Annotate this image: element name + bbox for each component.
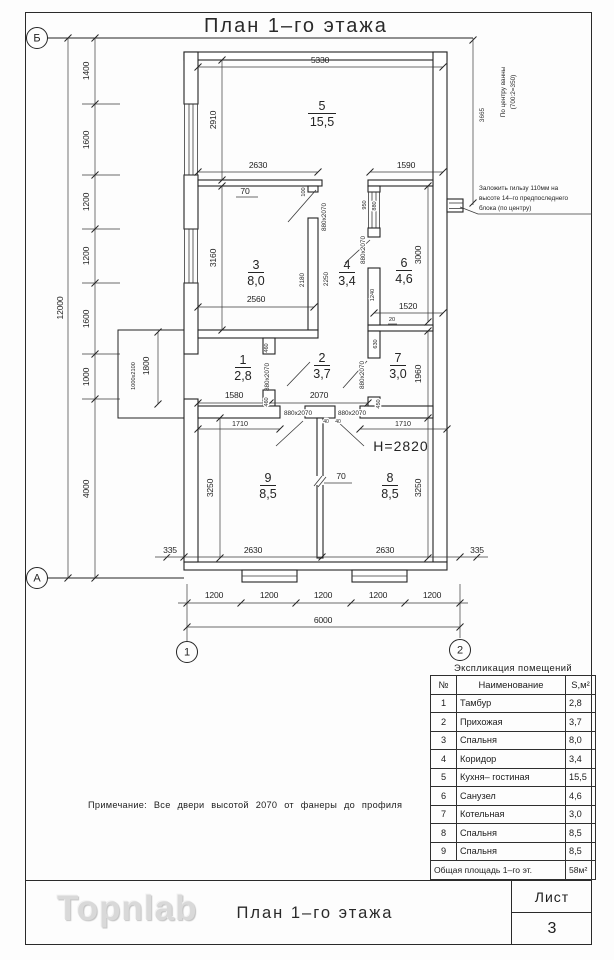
wall-room6-room7 bbox=[368, 325, 433, 331]
sheet-label: Лист bbox=[512, 881, 592, 913]
svg-text:7: 7 bbox=[394, 351, 402, 365]
table-row: 5 Кухня– гостиная 15,5 bbox=[431, 768, 596, 787]
pipe-sleeve bbox=[447, 199, 463, 212]
dim-1200-5: 1200 bbox=[422, 590, 442, 600]
room-schedule bbox=[430, 662, 596, 880]
dim-1200-3: 1200 bbox=[313, 590, 333, 600]
watermark-logo: Topnlab bbox=[57, 889, 198, 928]
svg-text:3,7: 3,7 bbox=[313, 367, 331, 381]
room-label-9 bbox=[259, 471, 276, 501]
dim-1960: 1960 bbox=[413, 364, 423, 384]
svg-text:4: 4 bbox=[343, 258, 351, 272]
wall-room5-bottom-left bbox=[198, 180, 322, 186]
axis-label-b: Б bbox=[33, 32, 41, 45]
page-title: План 1–го этажа bbox=[204, 15, 388, 37]
sleeve-note-line2: высоте 14–го предпоследнего bbox=[479, 195, 569, 202]
entry-door-size: 1000х2100 bbox=[131, 362, 137, 390]
dim-seg-1600: 1600 bbox=[81, 130, 91, 150]
room-label-1 bbox=[234, 353, 251, 383]
dim-2630-top: 2630 bbox=[248, 160, 268, 170]
wall-exterior-left bbox=[184, 52, 198, 104]
dim-950: 950 bbox=[362, 200, 368, 210]
title-block bbox=[25, 880, 592, 945]
dim-335-right: 335 bbox=[470, 545, 484, 555]
total-area-label: Общая площадь 1–го эт. bbox=[431, 861, 566, 880]
room-label-2 bbox=[313, 351, 330, 381]
axis-label-1: 1 bbox=[183, 646, 191, 659]
sheet-number: 3 bbox=[547, 919, 557, 937]
dim-1590: 1590 bbox=[396, 160, 416, 170]
dim-880: 880 bbox=[372, 201, 378, 211]
right-annotation bbox=[460, 38, 592, 214]
dim-3250-left: 3250 bbox=[205, 478, 215, 498]
svg-text:9: 9 bbox=[264, 471, 272, 485]
dim-1710-left: 1710 bbox=[232, 419, 248, 428]
table-footer-row bbox=[431, 861, 596, 880]
svg-text:3,0: 3,0 bbox=[389, 367, 407, 381]
sleeve-note-line3: блока (по центру) bbox=[479, 205, 532, 212]
dim-6000: 6000 bbox=[313, 615, 333, 625]
svg-text:6: 6 bbox=[400, 256, 408, 270]
table-row: 8 Спальня 8,5 bbox=[431, 824, 596, 843]
dim-100: 100 bbox=[301, 187, 307, 197]
table-row: 7 Котельная 3,0 bbox=[431, 805, 596, 824]
dim-1710-right: 1710 bbox=[395, 419, 411, 428]
axis-label-a: А bbox=[33, 572, 41, 585]
dim-seg-1000: 1000 bbox=[81, 367, 91, 387]
dim-5330: 5330 bbox=[310, 55, 330, 65]
col-header-num: № bbox=[431, 676, 457, 695]
table-caption: Экспликация помещений bbox=[453, 662, 573, 673]
dim-335-left: 335 bbox=[163, 545, 177, 555]
table-row: 4 Коридор 3,4 bbox=[431, 750, 596, 769]
building-walls bbox=[118, 52, 463, 582]
wall-hall-left bbox=[198, 406, 280, 418]
dim-70-top: 70 bbox=[240, 186, 250, 196]
dim-460-top: 460 bbox=[264, 343, 270, 353]
window-room8 bbox=[352, 570, 407, 582]
sheet-box bbox=[511, 881, 592, 945]
dim-2630-br: 2630 bbox=[375, 545, 395, 555]
left-dimension-chain bbox=[55, 35, 120, 582]
wall-room3-bottom bbox=[198, 330, 318, 338]
svg-text:8: 8 bbox=[386, 471, 394, 485]
col-header-area: S,м² bbox=[566, 676, 596, 695]
dim-450: 450 bbox=[376, 399, 382, 409]
door-size-room8: 880х2070 bbox=[337, 410, 367, 417]
wall-room5-bottom-right bbox=[368, 180, 433, 186]
table-header-row bbox=[431, 676, 596, 695]
svg-text:8,5: 8,5 bbox=[381, 487, 399, 501]
dimension-ticks bbox=[65, 35, 99, 582]
door-size-room7: 880х2070 bbox=[359, 360, 366, 390]
dim-3665: 3665 bbox=[479, 107, 486, 123]
table-row: 6 Санузел 4,6 bbox=[431, 787, 596, 806]
svg-text:15,5: 15,5 bbox=[309, 115, 335, 129]
window-room5 bbox=[184, 104, 198, 175]
dim-1800: 1800 bbox=[141, 356, 151, 376]
dim-2250: 2250 bbox=[323, 271, 330, 287]
dim-1240: 1240 bbox=[370, 288, 376, 302]
room-label-4 bbox=[338, 258, 355, 288]
axis-label-2: 2 bbox=[456, 644, 464, 657]
dim-3000: 3000 bbox=[413, 245, 423, 265]
svg-text:2: 2 bbox=[318, 351, 326, 365]
room-label-6 bbox=[395, 256, 412, 286]
dim-3160: 3160 bbox=[208, 248, 218, 268]
room-label-3 bbox=[247, 258, 264, 288]
dim-2910: 2910 bbox=[208, 110, 218, 130]
dim-40a: 40 bbox=[323, 419, 329, 425]
table-row: 2 Прихожая 3,7 bbox=[431, 713, 596, 732]
dim-40b: 40 bbox=[335, 419, 341, 425]
dim-630: 630 bbox=[373, 339, 379, 349]
window-room3 bbox=[184, 229, 198, 283]
svg-text:3,4: 3,4 bbox=[338, 274, 356, 288]
svg-text:5: 5 bbox=[318, 99, 326, 113]
table-row: 3 Спальня 8,0 bbox=[431, 731, 596, 750]
dim-2070: 2070 bbox=[309, 390, 329, 400]
bath-center-note-line1: По центру ванны bbox=[500, 66, 507, 118]
wall-hall-right bbox=[360, 406, 433, 418]
entry-porch bbox=[118, 330, 184, 418]
sleeve-note-line1: Заложить гильзу 110мм на bbox=[479, 185, 559, 192]
dim-70-bottom: 70 bbox=[336, 471, 346, 481]
dim-3250-right: 3250 bbox=[413, 478, 423, 498]
svg-text:1: 1 bbox=[239, 353, 247, 367]
room-label-5 bbox=[308, 99, 336, 129]
wall-exterior-right bbox=[433, 52, 447, 562]
svg-text:3: 3 bbox=[252, 258, 260, 272]
window-room9 bbox=[242, 570, 297, 582]
dim-2630-bl: 2630 bbox=[243, 545, 263, 555]
wall-room3-corridor bbox=[308, 218, 318, 330]
svg-text:2,8: 2,8 bbox=[234, 369, 252, 383]
dim-total-height: 12000 bbox=[55, 296, 65, 320]
col-header-name: Наименование bbox=[457, 676, 566, 695]
dim-2560: 2560 bbox=[246, 294, 266, 304]
dim-seg-1200b: 1200 bbox=[81, 246, 91, 266]
door-size-room2: 880х2070 bbox=[264, 362, 271, 392]
drawing-title: План 1–го этажа bbox=[236, 903, 394, 922]
bath-center-note-line2: (700:2=350) bbox=[510, 74, 517, 110]
svg-text:4,6: 4,6 bbox=[395, 272, 413, 286]
svg-text:8,5: 8,5 bbox=[259, 487, 277, 501]
ceiling-height: H=2820 bbox=[373, 438, 429, 454]
table-row: 9 Спальня 8,5 bbox=[431, 842, 596, 861]
dim-1520: 1520 bbox=[398, 301, 418, 311]
dim-1580: 1580 bbox=[224, 390, 244, 400]
table-row: 1 Тамбур 2,8 bbox=[431, 694, 596, 713]
door-size-room6: 880х2070 bbox=[360, 235, 367, 265]
door-size-room3: 880х2070 bbox=[321, 202, 328, 232]
dim-2180: 2180 bbox=[299, 272, 306, 288]
svg-text:8,0: 8,0 bbox=[247, 274, 265, 288]
room-label-8 bbox=[381, 471, 398, 501]
door-size-room9: 880х2070 bbox=[283, 410, 313, 417]
dim-seg-1400: 1400 bbox=[81, 61, 91, 81]
total-area-value: 58м² bbox=[566, 861, 596, 880]
room-label-7 bbox=[389, 351, 406, 381]
dim-460-bottom: 460 bbox=[264, 397, 270, 407]
wall-exterior-bottom bbox=[184, 562, 447, 570]
dim-1200-2: 1200 bbox=[259, 590, 279, 600]
room-schedule-table bbox=[430, 675, 596, 880]
dim-seg-4000: 4000 bbox=[81, 479, 91, 499]
dim-seg-1200a: 1200 bbox=[81, 192, 91, 212]
drawing-note: Примечание: Все двери высотой 2070 от фанеры до профиля bbox=[88, 800, 403, 810]
dim-seg-1600b: 1600 bbox=[81, 309, 91, 329]
dim-1200-1: 1200 bbox=[204, 590, 224, 600]
wall-room8-room9 bbox=[317, 418, 323, 558]
dim-1200-4: 1200 bbox=[368, 590, 388, 600]
dim-20: 20 bbox=[388, 317, 396, 323]
